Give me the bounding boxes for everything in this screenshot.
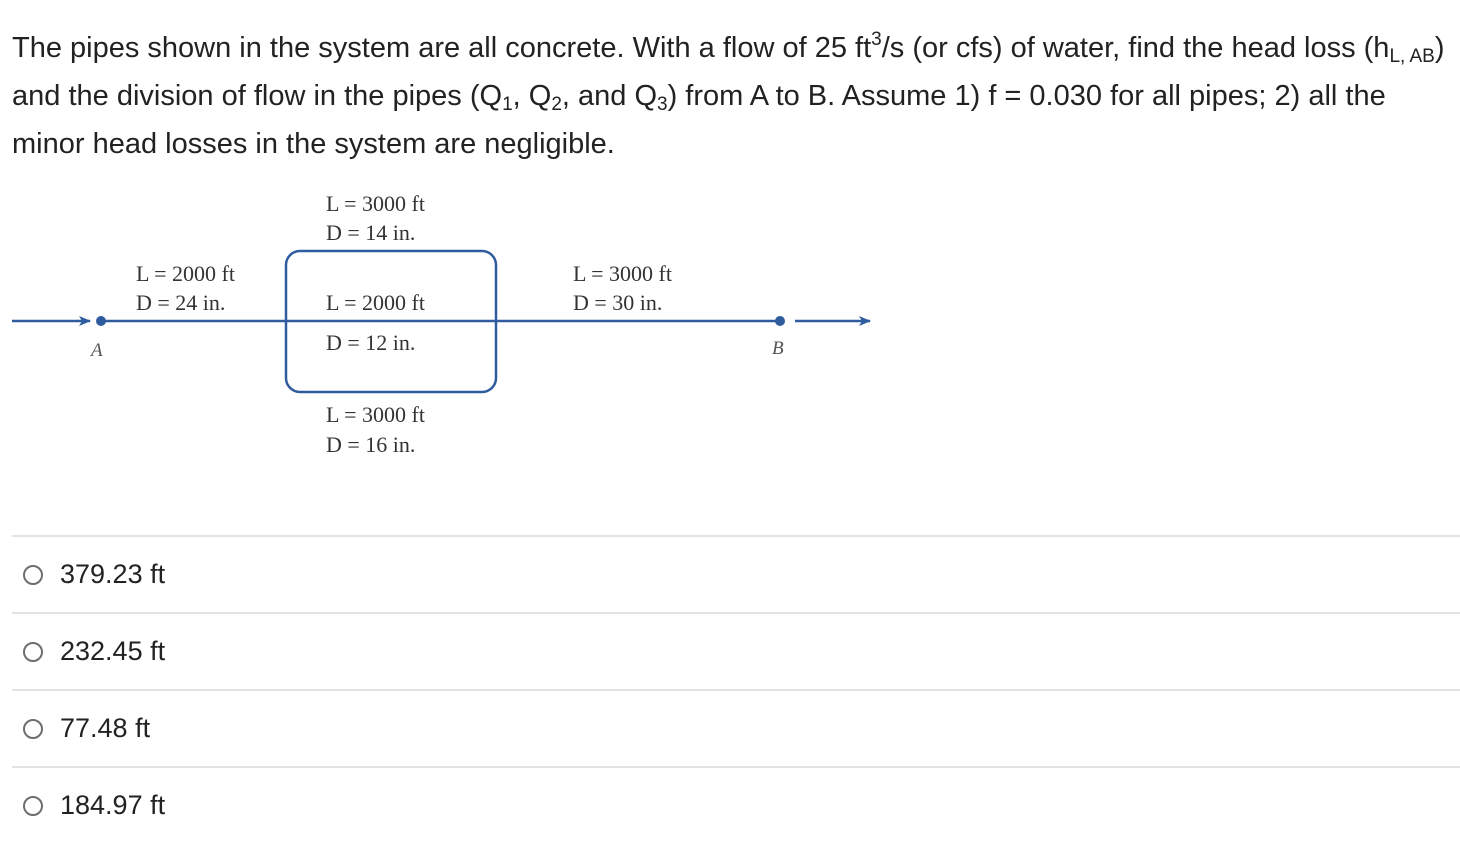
pipe-middle-length: L = 2000 ft	[326, 290, 425, 315]
answer-choice[interactable]	[12, 535, 1460, 612]
answer-label: 232.45 ft	[60, 636, 166, 666]
answer-label: 379.23 ft	[60, 559, 166, 589]
answer-label: 77.48 ft	[60, 713, 151, 743]
question-part: ) from A to B. Assume 1) f = 0.030 for all pipes; 2) all the minor head losses in the system are negligible.	[12, 80, 1386, 160]
pipe-bottom-diameter: D = 16 in.	[326, 432, 416, 457]
pipe-in-diameter: D = 24 in.	[136, 290, 226, 315]
pipe-top-length: L = 3000 ft	[326, 191, 425, 216]
subscript-2: 2	[551, 94, 562, 115]
pipe-system-diagram	[0, 180, 900, 470]
subscript-l-ab: L, AB	[1389, 46, 1435, 67]
subscript-1: 1	[502, 94, 513, 115]
radio-button[interactable]	[23, 565, 43, 585]
subscript-3: 3	[657, 94, 668, 115]
radio-button[interactable]	[23, 642, 43, 662]
question-part: The pipes shown in the system are all concrete. With a flow of 25 ft	[12, 32, 872, 64]
answer-choices	[12, 535, 1460, 843]
question-part: /s (or cfs) of water, find the head loss (h	[881, 32, 1390, 64]
pipe-in-length: L = 2000 ft	[136, 261, 235, 286]
answer-choice[interactable]	[12, 612, 1460, 689]
question-part: , Q	[512, 80, 552, 112]
node-a-label: A	[91, 340, 103, 361]
pipe-out-diameter: D = 30 in.	[573, 290, 663, 315]
radio-button[interactable]	[23, 719, 43, 739]
pipe-bottom-length: L = 3000 ft	[326, 402, 425, 427]
superscript-3: 3	[871, 29, 882, 50]
question-text	[12, 24, 1457, 168]
radio-button[interactable]	[23, 796, 43, 816]
pipe-top-diameter: D = 14 in.	[326, 220, 416, 245]
pipe-middle-diameter: D = 12 in.	[326, 330, 416, 355]
question-part: , and Q	[561, 80, 658, 112]
node-b-point	[775, 316, 785, 326]
pipe-out-length: L = 3000 ft	[573, 261, 672, 286]
answer-choice[interactable]	[12, 689, 1460, 766]
answer-label: 184.97 ft	[60, 790, 166, 820]
question-part: ) and the division of flow in the pipes (Q	[12, 32, 1445, 112]
node-b-label: B	[772, 338, 784, 359]
answer-choice[interactable]	[12, 766, 1460, 843]
